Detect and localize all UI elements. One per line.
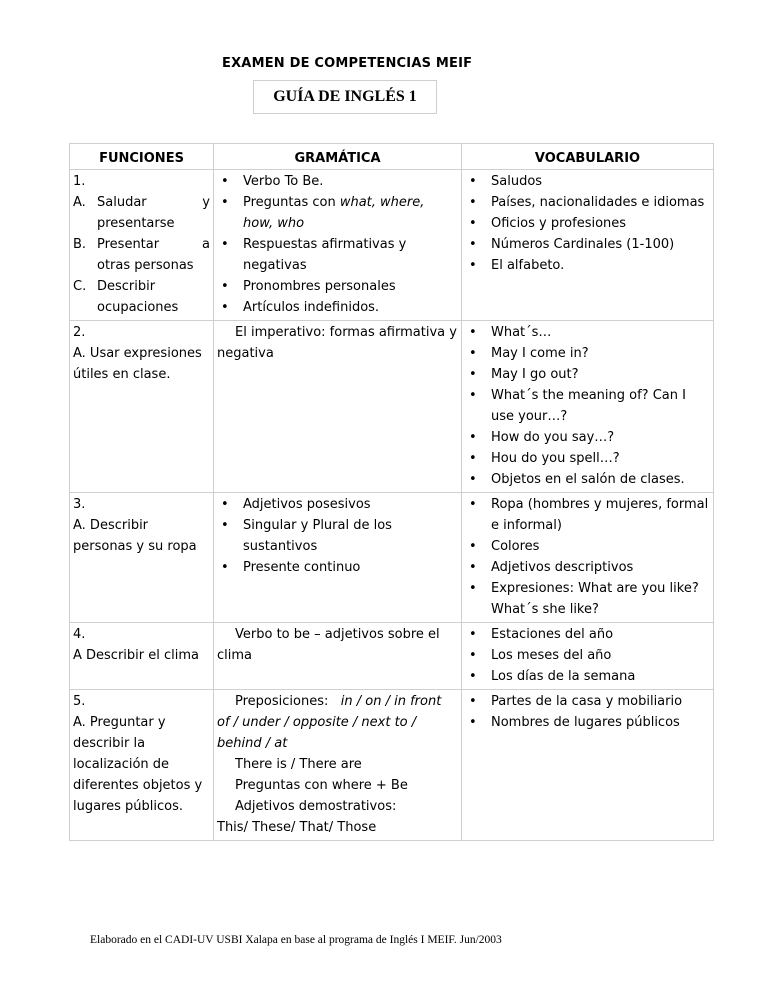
- table-header-row: [70, 144, 714, 170]
- gramatica-cell: [214, 623, 462, 690]
- list-item: • Verbo To Be.: [217, 171, 458, 192]
- gramatica-cell: [214, 321, 462, 493]
- grammar-text: Adjetivos demostrativos:: [235, 799, 397, 814]
- table-row: [70, 493, 714, 623]
- list-item: • Presente continuo: [217, 557, 458, 578]
- list-item: • Pronombres personales: [217, 276, 458, 297]
- list-item: • Estaciones del año: [465, 624, 710, 645]
- column-header-vocabulario: VOCABULARIO: [462, 144, 714, 170]
- list-item: • Nombres de lugares públicos: [465, 712, 710, 733]
- grammar-text: negativa: [217, 346, 274, 361]
- funciones-cell: [70, 170, 214, 321]
- grammar-text: This/ These/ That/ Those: [217, 820, 377, 835]
- vocabulario-cell: [462, 623, 714, 690]
- list-item: • May I go out?: [465, 364, 710, 385]
- competency-table: [69, 143, 714, 841]
- list-item: • Preguntas con what, where, how, who: [217, 192, 458, 234]
- vocabulario-cell: [462, 493, 714, 623]
- grammar-text: Preguntas con where + Be: [235, 778, 408, 793]
- funciones-cell: [70, 493, 214, 623]
- function-item: A Describir el clima: [73, 648, 199, 663]
- funciones-cell: [70, 690, 214, 841]
- funciones-cell: [70, 623, 214, 690]
- grammar-text: Verbo to be – adjetivos sobre el: [235, 627, 440, 642]
- grammar-text: El imperativo: formas afirmativa y: [235, 325, 457, 340]
- function-item: C. Describir ocupaciones: [73, 279, 179, 315]
- vocabulario-cell: [462, 690, 714, 841]
- table-row: [70, 170, 714, 321]
- gramatica-cell: [214, 493, 462, 623]
- row-number: 5.: [73, 694, 86, 709]
- list-item: • Adjetivos posesivos: [217, 494, 458, 515]
- list-item: • What´s the meaning of? Can I use your…?: [465, 385, 710, 427]
- list-item: • Partes de la casa y mobiliario: [465, 691, 710, 712]
- list-item: • Hou do you spell…?: [465, 448, 710, 469]
- list-item: • Adjetivos descriptivos: [465, 557, 710, 578]
- vocabulario-cell: [462, 170, 714, 321]
- row-number: 4.: [73, 627, 86, 642]
- list-item: • Objetos en el salón de clases.: [465, 469, 710, 490]
- list-item: • Los días de la semana: [465, 666, 710, 687]
- guide-title: GUÍA DE INGLÉS 1: [253, 80, 437, 114]
- list-item: • Saludos: [465, 171, 710, 192]
- list-item: • What´s…: [465, 322, 710, 343]
- list-item: • Ropa (hombres y mujeres, formal e informal): [465, 494, 710, 536]
- function-item: A. Usar expresiones útiles en clase.: [73, 346, 202, 382]
- row-number: 2.: [73, 325, 86, 340]
- column-header-funciones: FUNCIONES: [70, 144, 214, 170]
- footer-note: Elaborado en el CADI-UV USBI Xalapa en base al programa de Inglés I MEIF. Jun/2003: [90, 934, 502, 946]
- function-item: A. Saludar y presentarse: [73, 195, 210, 231]
- grammar-text: Preposiciones: in / on / in front: [235, 694, 442, 709]
- grammar-text: There is / There are: [235, 757, 362, 772]
- list-item: • El alfabeto.: [465, 255, 710, 276]
- row-number: 1.: [73, 174, 86, 189]
- table-row: [70, 321, 714, 493]
- function-item: A. Preguntar y describir la localización de diferentes objetos y lugares públicos.: [73, 715, 203, 814]
- list-item: • Los meses del año: [465, 645, 710, 666]
- grammar-text: of / under / opposite / next to / behind / at: [217, 715, 417, 751]
- column-header-gramatica: GRAMÁTICA: [214, 144, 462, 170]
- table-row: [70, 690, 714, 841]
- funciones-cell: [70, 321, 214, 493]
- list-item: • Artículos indefinidos.: [217, 297, 458, 318]
- vocabulario-cell: [462, 321, 714, 493]
- function-item: B. Presentar a otras personas: [73, 237, 210, 273]
- list-item: • Colores: [465, 536, 710, 557]
- gramatica-cell: [214, 690, 462, 841]
- row-number: 3.: [73, 497, 86, 512]
- list-item: • Expresiones: What are you like? What´s she like?: [465, 578, 710, 620]
- gramatica-cell: [214, 170, 462, 321]
- list-item: • Países, nacionalidades e idiomas: [465, 192, 710, 213]
- list-item: • Respuestas afirmativas y negativas: [217, 234, 458, 276]
- function-item: A. Describir personas y su ropa: [73, 518, 197, 554]
- exam-title: EXAMEN DE COMPETENCIAS MEIF: [222, 56, 473, 71]
- list-item: • Oficios y profesiones: [465, 213, 710, 234]
- table-row: [70, 623, 714, 690]
- list-item: • Singular y Plural de los sustantivos: [217, 515, 458, 557]
- list-item: • Números Cardinales (1-100): [465, 234, 710, 255]
- list-item: • How do you say…?: [465, 427, 710, 448]
- grammar-text: clima: [217, 648, 253, 663]
- list-item: • May I come in?: [465, 343, 710, 364]
